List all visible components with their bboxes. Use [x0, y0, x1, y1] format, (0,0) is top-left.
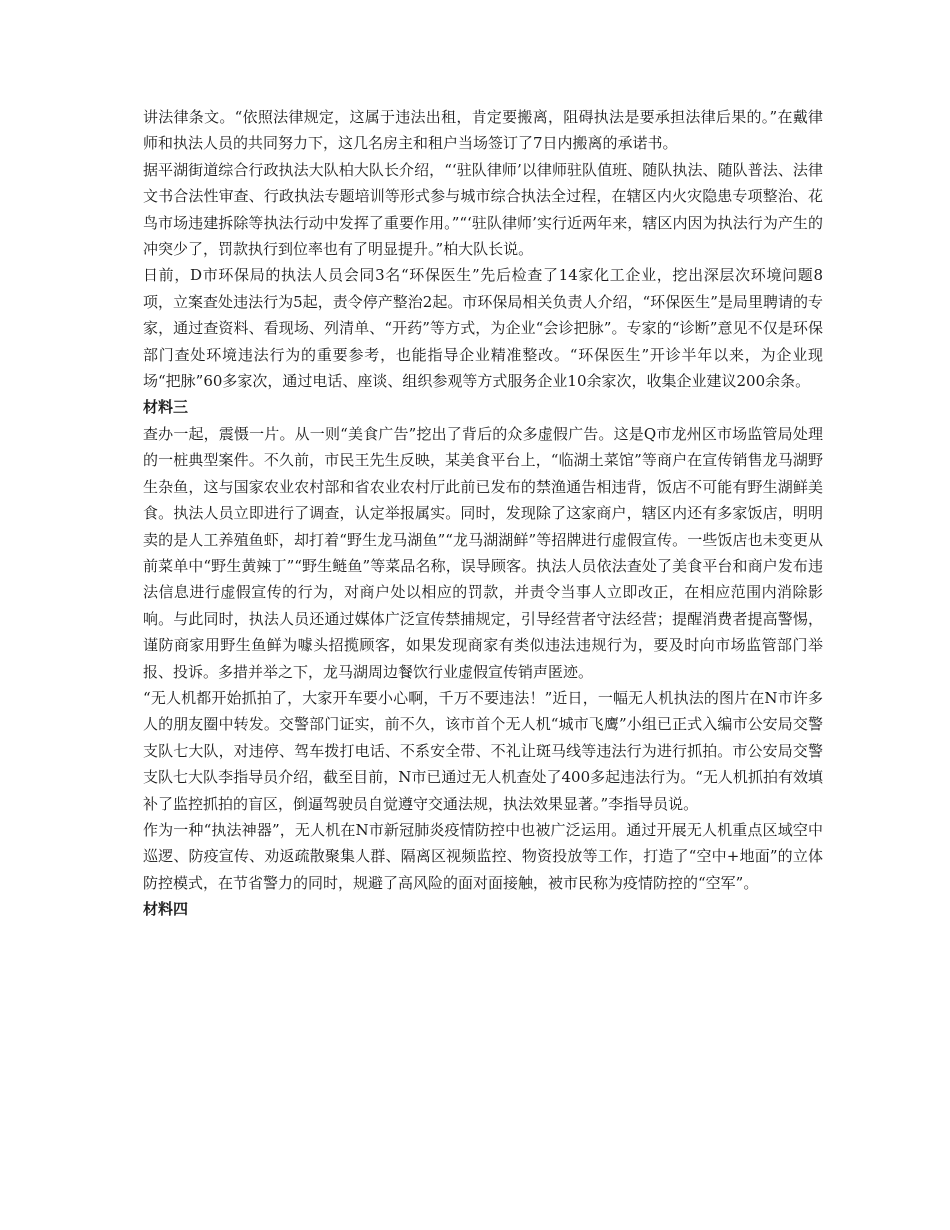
paragraph-drone-epidemic: 作为一种“执法神器”，无人机在N市新冠肺炎疫情防控中也被广泛运用。通过开展无人机重点区域空中巡逻、防疫宣传、劝返疏散聚集人群、隔离区视频监控、物资投放等工作，打造了“空中+地面”的立体防控模式，在节省警力的同时，规避了高风险的面对面接触，被市民称为疫情防控的“空军”。	[143, 820, 823, 892]
document-page	[143, 104, 823, 923]
paragraph-resident-lawyer: 据平湖街道综合行政执法大队柏大队长介绍，“‘驻队律师’以律师驻队值班、随队执法、随队普法、法律文书合法性审查、行政执法专题培训等形式参与城市综合执法全过程，在辖区内火灾隐患专项整治、花鸟市场违建拆除等执法行动中发挥了重要作用。”“‘驻队律师’实行近两年来，辖区内因为执法行为产生的冲突少了，罚款执行到位率也有了明显提升。”柏大队长说。	[143, 160, 823, 259]
paragraph-environment-doctor: 日前，D市环保局的执法人员会同3名“环保医生”先后检查了14家化工企业，挖出深层次环境问题8项，立案查处违法行为5起，责令停产整治2起。市环保局相关负责人介绍，“环保医生”是局里聘请的专家，通过查资料、看现场、列清单、“开药”等方式，为企业“会诊把脉”。专家的“诊断”意见不仅是环保部门查处环境违法行为的重要参考，也能指导企业精准整改。“环保医生”开诊半年以来，为企业现场“把脉”60多家次，通过电话、座谈、组织参观等方式服务企业10余家次，收集企业建议200余条。	[143, 266, 823, 391]
section-heading-material-three: 材料三	[143, 398, 189, 417]
section-heading-material-four: 材料四	[143, 900, 189, 919]
paragraph-lawyer-dialogue: 讲法律条文。“依照法律规定，这属于违法出租，肯定要搬离，阻碍执法是要承担法律后果的。”在戴律师和执法人员的共同努力下，这几名房主和租户当场签订了7日内搬离的承诺书。	[143, 108, 823, 153]
paragraph-drone-enforcement: “无人机都开始抓拍了，大家开车要小心啊，千万不要违法！”近日，一幅无人机执法的图片在N市许多人的朋友圈中转发。交警部门证实，前不久，该市首个无人机“城市飞鹰”小组已正式入编市公安局交警支队七大队，对违停、驾车拨打电话、不系安全带、不礼让斑马线等违法行为进行抓拍。市公安局交警支队七大队李指导员介绍，截至目前，N市已通过无人机查处了400多起违法行为。“无人机抓拍有效填补了监控抓拍的盲区，倒逼驾驶员自觉遵守交通法规，执法效果显著。”李指导员说。	[143, 688, 823, 813]
paragraph-false-advertising: 查办一起，震慑一片。从一则“美食广告”挖出了背后的众多虚假广告。这是Q市龙州区市场监管局处理的一桩典型案件。不久前，市民王先生反映，某美食平台上，“临湖土菜馆”等商户在宣传销售龙马湖野生杂鱼，这与国家农业农村部和省农业农村厅此前已发布的禁渔通告相违背，饭店不可能有野生湖鲜美食。执法人员立即进行了调查，认定举报属实。同时，发现除了这家商户，辖区内还有多家饭店，明明卖的是人工养殖鱼虾，却打着“野生龙马湖鱼”“龙马湖湖鲜”等招牌进行虚假宣传。一些饭店也未变更从前菜单中“野生黄辣丁”“野生鲢鱼”等菜品名称，误导顾客。执法人员依法查处了美食平台和商户发布违法信息进行虚假宣传的行为，对商户处以相应的罚款，并责令当事人立即改正，在相应范围内消除影响。与此同时，执法人员还通过媒体广泛宣传禁捕规定，引导经营者守法经营；提醒消费者提高警惕，谨防商家用野生鱼鲜为噱头招揽顾客，如果发现商家有类似违法违规行为，要及时向市场监管部门举报、投诉。多措并举之下，龙马湖周边餐饮行业虚假宣传销声匿迹。	[143, 424, 823, 681]
